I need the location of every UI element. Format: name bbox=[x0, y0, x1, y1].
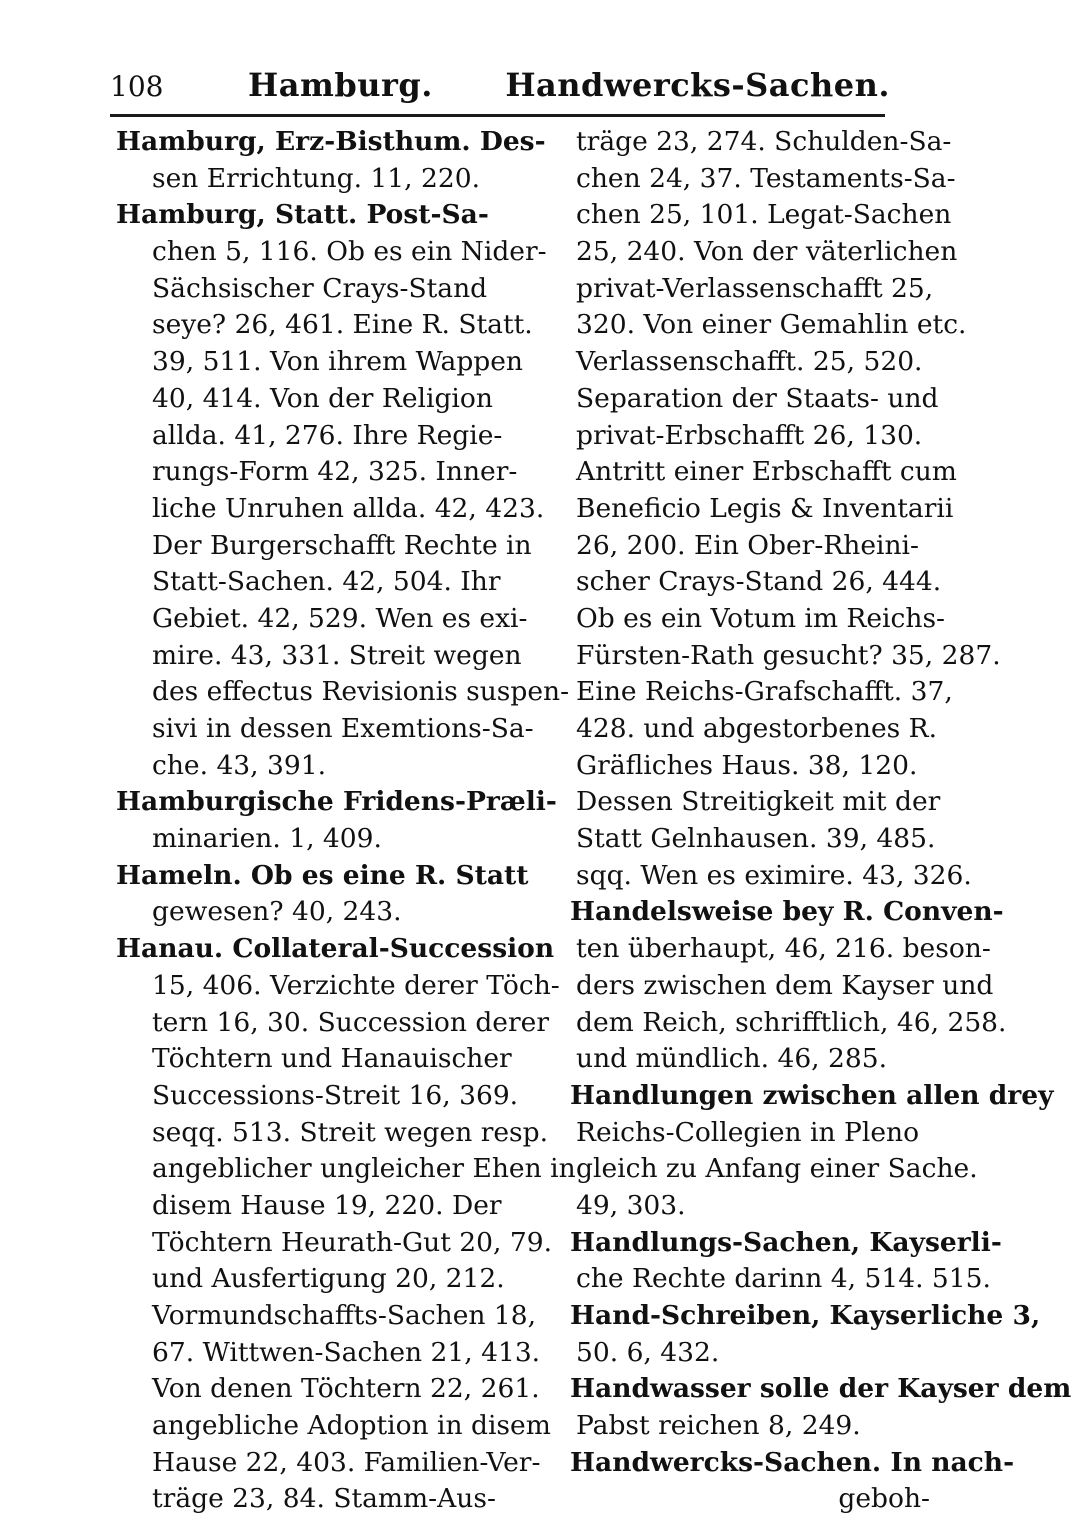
index-entry-line: scher Crays-Stand 26, 444. bbox=[576, 566, 942, 598]
index-entry-line: Verlassenschafft. 25, 520. bbox=[576, 346, 923, 378]
index-entry-line: gleich zu Anfang einer Sache. bbox=[576, 1153, 978, 1185]
index-entry-line: Sächsischer Crays-Stand bbox=[152, 272, 488, 304]
index-entry-line: 25, 240. Von der väterlichen bbox=[576, 236, 958, 268]
index-entry-heading: Handelsweise bey R. Conven- bbox=[570, 896, 1004, 928]
left-column bbox=[116, 124, 576, 1518]
index-entry-line: träge 23, 274. Schulden-Sa- bbox=[576, 126, 952, 157]
index-entry-line: ders zwischen dem Kayser und bbox=[576, 969, 994, 1001]
index-entry-line: che Rechte darinn 4, 514. 515. bbox=[576, 1263, 991, 1295]
index-entry-line: Pabst reichen 8, 249. bbox=[576, 1410, 861, 1442]
header-rule bbox=[110, 114, 885, 117]
index-entry-line: che. 43, 391. bbox=[152, 749, 327, 781]
index-entry-line: Separation der Staats- und bbox=[576, 382, 939, 414]
index-entry-heading: Hamburgische Fridens-Præli- bbox=[116, 786, 557, 818]
page-header bbox=[110, 60, 890, 112]
index-entry-line: Fürsten-Rath gesucht? 35, 287. bbox=[576, 639, 1001, 671]
index-entry-line: Beneficio Legis & Inventarii bbox=[576, 492, 954, 524]
index-entry-line: Töchtern und Hanauischer bbox=[152, 1043, 512, 1075]
index-entry-line: 26, 200. Ein Ober-Rheini- bbox=[576, 529, 919, 561]
index-entry-line: Der Burgerschafft Rechte in bbox=[152, 529, 532, 561]
index-entry-heading: Handwercks-Sachen. In nach- bbox=[570, 1446, 1015, 1478]
index-entry-line: Ob es ein Votum im Reichs- bbox=[576, 602, 945, 634]
index-entry-line: Hause 22, 403. Familien-Ver- bbox=[152, 1446, 541, 1478]
index-entry-line: und Ausfertigung 20, 212. bbox=[152, 1263, 505, 1295]
index-entry-line: Töchtern Heurath-Gut 20, 79. bbox=[152, 1226, 553, 1258]
index-entry-line: Gräfliches Haus. 38, 120. bbox=[576, 749, 918, 781]
index-entry-line: geboh- bbox=[838, 1483, 930, 1515]
index-entry-line: Reichs-Collegien in Pleno bbox=[576, 1116, 920, 1148]
index-entry-line: 50. 6, 432. bbox=[576, 1336, 720, 1368]
index-entry-line: chen 5, 116. Ob es ein Nider- bbox=[152, 236, 547, 268]
index-entry-line: chen 25, 101. Legat-Sachen bbox=[576, 199, 952, 231]
index-entry-line: des effectus Revisionis suspen- bbox=[152, 676, 570, 708]
index-entry-line: Gebiet. 42, 529. Wen es exi- bbox=[152, 602, 528, 634]
index-entry-line: 49, 303. bbox=[576, 1189, 686, 1221]
index-entry-heading: Hamburg, Statt. Post-Sa- bbox=[116, 199, 489, 231]
index-entry-line: privat-Verlassenschafft 25, bbox=[576, 272, 934, 304]
index-entry-line: minarien. 1, 409. bbox=[152, 823, 382, 855]
index-entry-line: 428. und abgestorbenes R. bbox=[576, 713, 938, 744]
index-entry-line: chen 24, 37. Testaments-Sa- bbox=[576, 162, 956, 194]
index-entry-line: 39, 511. Von ihrem Wappen bbox=[152, 346, 523, 378]
right-column bbox=[570, 124, 1071, 1518]
index-entry-line: seye? 26, 461. Eine R. Statt. bbox=[152, 309, 533, 341]
index-entry-line: angeblicher ungleicher Ehen in bbox=[152, 1153, 576, 1185]
index-entry-line: mire. 43, 331. Streit wegen bbox=[152, 639, 522, 671]
index-entry-line: sqq. Wen es eximire. 43, 326. bbox=[576, 859, 972, 891]
index-entry-line: rungs-Form 42, 325. Inner- bbox=[152, 456, 518, 488]
index-entry-line: Successions-Streit 16, 369. bbox=[152, 1079, 519, 1111]
index-entry-line: Statt-Sachen. 42, 504. Ihr bbox=[152, 566, 501, 598]
index-entry-line: ten überhaupt, 46, 216. beson- bbox=[576, 933, 991, 965]
index-entry-heading: Hanau. Collateral-Succession bbox=[116, 933, 555, 965]
running-head-left: Hamburg. bbox=[248, 66, 433, 104]
page-number: 108 bbox=[110, 70, 164, 103]
index-entry-heading: Hamburg, Erz-Bisthum. Des- bbox=[116, 126, 546, 157]
index-entry-line: sivi in dessen Exemtions-Sa- bbox=[152, 713, 534, 744]
index-entry-line: 40, 414. Von der Religion bbox=[152, 382, 493, 414]
index-entry-line: privat-Erbschafft 26, 130. bbox=[576, 419, 923, 451]
index-entry-line: disem Hause 19, 220. Der bbox=[152, 1189, 502, 1221]
running-head-right: Handwercks-Sachen. bbox=[505, 66, 890, 104]
index-entry-line: und mündlich. 46, 285. bbox=[576, 1043, 888, 1075]
index-entry-line: Von denen Töchtern 22, 261. bbox=[152, 1373, 540, 1405]
index-entry-heading: Handlungs-Sachen, Kayserli- bbox=[570, 1226, 1002, 1258]
index-entry-line: angebliche Adoption in disem bbox=[152, 1410, 551, 1442]
index-entry-line: 320. Von einer Gemahlin etc. bbox=[576, 309, 967, 341]
index-entry-line: Antritt einer Erbschafft cum bbox=[576, 456, 957, 488]
index-entry-line: seqq. 513. Streit wegen resp. bbox=[152, 1116, 549, 1148]
index-entry-line: Dessen Streitigkeit mit der bbox=[576, 786, 941, 818]
index-entry-line: liche Unruhen allda. 42, 423. bbox=[152, 492, 545, 524]
index-entry-line: Vormundschaffts-Sachen 18, bbox=[152, 1300, 537, 1331]
index-entry-line: 67. Wittwen-Sachen 21, 413. bbox=[152, 1336, 541, 1368]
index-entry-line: 15, 406. Verzichte derer Töch- bbox=[152, 969, 560, 1001]
index-entry-line: sen Errichtung. 11, 220. bbox=[152, 162, 481, 194]
index-entry-line: Statt Gelnhausen. 39, 485. bbox=[576, 823, 936, 855]
index-entry-heading: Handwasser solle der Kayser dem bbox=[570, 1373, 1071, 1405]
index-entry-line: Eine Reichs-Grafschafft. 37, bbox=[576, 676, 953, 708]
index-entry-heading: Hameln. Ob es eine R. Statt bbox=[116, 859, 529, 891]
index-entry-line: allda. 41, 276. Ihre Regie- bbox=[152, 419, 503, 451]
index-entry-heading: Hand-Schreiben, Kayserliche 3, bbox=[570, 1300, 1041, 1331]
index-entry-line: träge 23, 84. Stamm-Aus- bbox=[152, 1483, 496, 1515]
index-entry-line: gewesen? 40, 243. bbox=[152, 896, 402, 928]
index-entry-heading: Handlungen zwischen allen drey bbox=[570, 1079, 1054, 1111]
index-entry-line: tern 16, 30. Succession derer bbox=[152, 1006, 549, 1038]
index-entry-line: dem Reich, schrifftlich, 46, 258. bbox=[576, 1006, 1007, 1038]
